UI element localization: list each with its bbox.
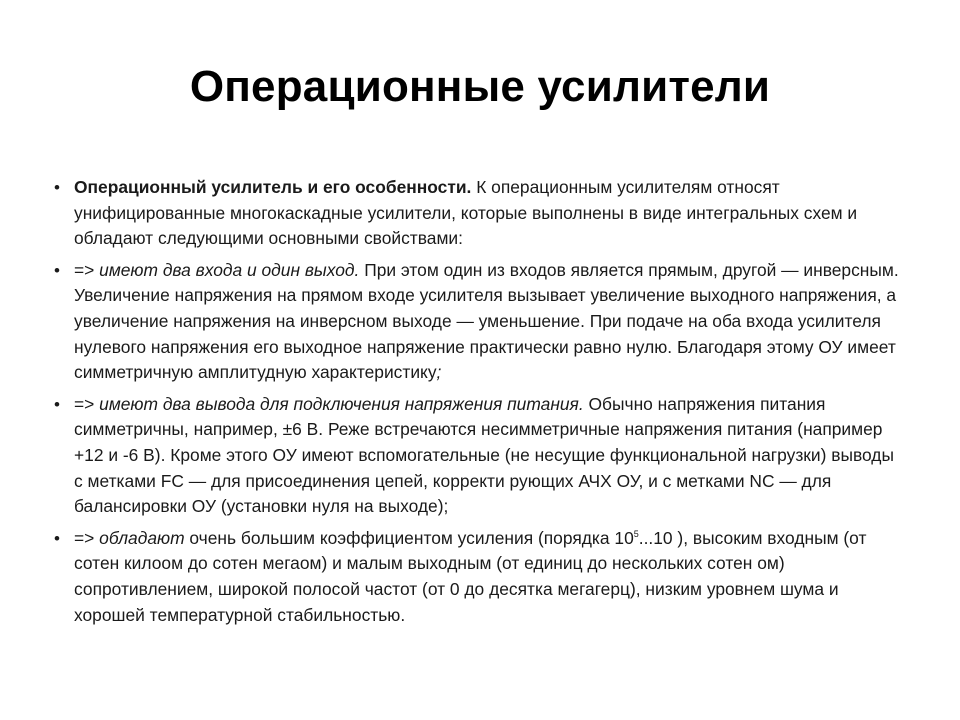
bullet-prefix: =>: [74, 527, 100, 548]
bullet-item: [52, 392, 902, 520]
bullet-text: К операционным усилителям относят унифицированные многокаскадные усилители, которые выполнены в виде интегральных схем и обладают следующими основными свойствами:: [74, 177, 858, 249]
bullet-item: [52, 526, 902, 628]
bullet-lead-italic: имеют два вывода для подключения напряжения питания.: [99, 393, 584, 414]
bullet-marker: •: [54, 394, 60, 414]
bullet-text: Обычно напряжения питания симметричны, например, ±6 В. Реже встречаются несимметричные напряжения питания (например +12 и -6 В). Кроме этого ОУ имеют вспомогательные (не несущие функциональной нагрузки) выводы с метками FC — для присоединения цепей, корректи рующих АЧХ ОУ, и с метками NC — для балансировки ОУ (установки нуля на выходе);: [74, 393, 894, 517]
bullet-item: [52, 175, 902, 252]
bullet-prefix: =>: [74, 393, 100, 414]
superscript: 5: [633, 528, 639, 539]
bullet-text-after-sup: ...10 ), высоким входным (от сотен килоом до сотен мегаом) и малым выходным (от единиц до нескольких сотен ом) сопротивлением, широкой полосой частот (от 0 до десятка мегагерц), низким уровнем шума и хорошей температурной стабильностью.: [74, 527, 867, 625]
bullet-text-before-sup: очень большим коэффициентом усиления (порядка 10: [184, 527, 634, 548]
bullet-lead-italic: обладают: [99, 527, 185, 548]
bullet-lead-italic: имеют два входа и один выход.: [99, 259, 360, 280]
bullet-marker: •: [54, 260, 60, 280]
bullet-marker: •: [54, 528, 60, 548]
slide-title: Операционные усилители: [189, 62, 771, 111]
bullet-text: При этом один из входов является прямым, другой — инверсным. Увеличение напряжения на прямом входе усилителя вызывает увеличение выходного напряжения, а увеличение напряжения на инверсном выходе — уменьшение. При подаче на оба входа усилителя нулевого напряжения его выходное напряжение практически равно нулю. Благодаря этому ОУ имеет симметричную амплитудную характеристику: [74, 259, 899, 383]
bullet-prefix: =>: [74, 259, 100, 280]
bullet-list: [52, 175, 902, 634]
bullet-lead-bold: Операционный усилитель и его особенности.: [74, 177, 472, 197]
bullet-tail-italic: ;: [436, 362, 442, 383]
bullet-item: [52, 258, 902, 386]
bullet-marker: •: [54, 178, 60, 197]
